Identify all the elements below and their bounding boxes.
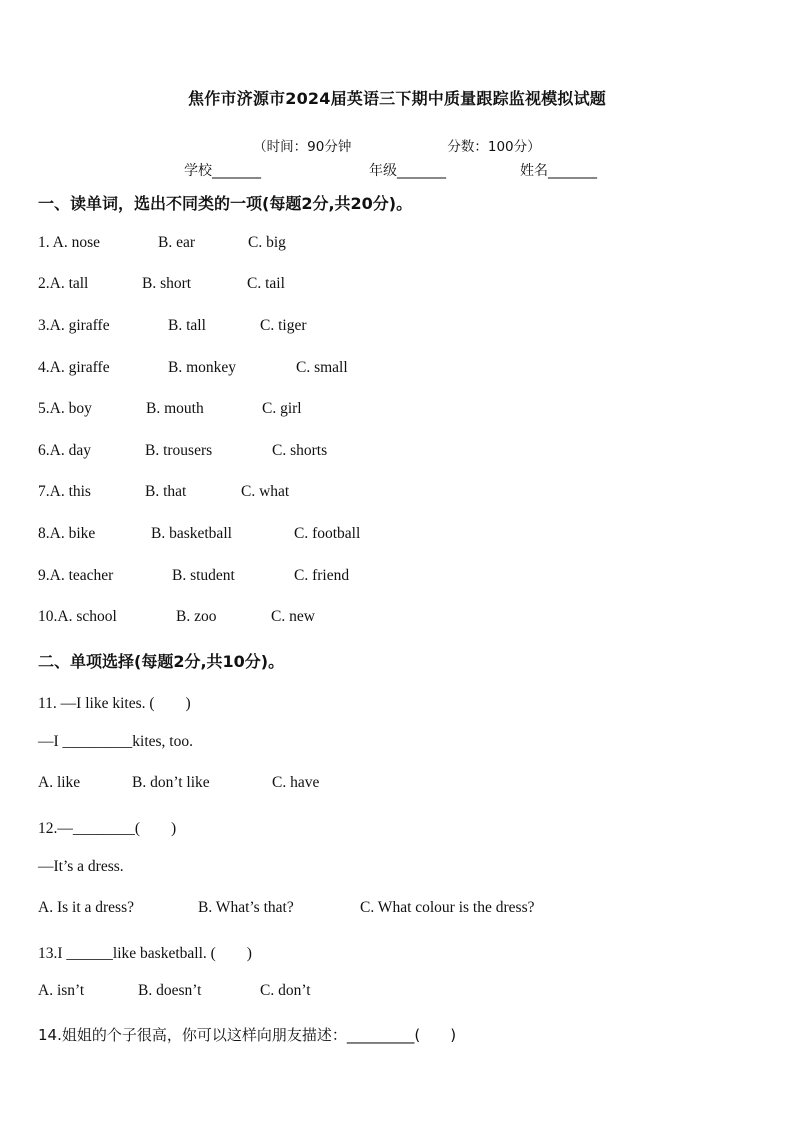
option-c: C. What colour is the dress? <box>360 899 535 916</box>
total-score: 分数：100分） <box>447 139 541 155</box>
question-text: 12.—________( ) <box>38 820 177 837</box>
question-text: 13.I ______like basketball. ( ) <box>38 945 252 962</box>
question-option-a: 6.A. day <box>38 442 91 459</box>
question-option-a: 3.A. giraffe <box>38 317 110 334</box>
question-option-b: B. that <box>145 483 187 500</box>
question-12-stem <box>38 816 176 838</box>
time-limit: （时间：90分钟 <box>253 139 352 155</box>
question-text: 14.姐姐的个子很高，你可以这样向朋友描述：_________( ) <box>38 1026 457 1044</box>
question-option-c: C. tiger <box>260 317 307 334</box>
question-option-c: C. football <box>294 525 361 542</box>
dialogue-line: —I _________kites, too. <box>38 733 193 750</box>
question-row <box>38 234 286 252</box>
question-text: 11. —I like kites. ( ) <box>38 695 191 712</box>
question-option-a: 1. A. nose <box>38 234 100 251</box>
question-option-a: 5.A. boy <box>38 400 92 417</box>
question-option-c: C. big <box>248 234 286 251</box>
question-row <box>38 608 315 626</box>
name-field: 姓名_______ <box>520 163 597 179</box>
exam-title: 焦作市济源市2024届英语三下期中质量跟踪监视模拟试题 <box>188 89 606 108</box>
question-12-options <box>38 899 535 917</box>
question-option-a: 10.A. school <box>38 608 117 625</box>
option-a: A. isn’t <box>38 982 85 999</box>
option-c: C. don’t <box>260 982 311 999</box>
question-11-stem <box>38 691 191 713</box>
option-b: B. What’s that? <box>198 899 294 916</box>
question-option-b: B. monkey <box>168 359 237 376</box>
question-option-c: C. small <box>296 359 348 376</box>
question-option-a: 9.A. teacher <box>38 567 114 584</box>
question-11-answer-line <box>38 733 193 751</box>
option-c: C. have <box>272 774 320 791</box>
question-row <box>38 525 361 543</box>
question-option-c: C. what <box>241 483 290 500</box>
question-row <box>38 400 302 418</box>
question-option-b: B. short <box>142 275 192 292</box>
question-option-c: C. shorts <box>272 442 328 459</box>
dialogue-line: —It’s a dress. <box>38 858 124 875</box>
question-option-a: 8.A. bike <box>38 525 96 542</box>
question-option-a: 4.A. giraffe <box>38 359 110 376</box>
question-row <box>38 275 285 293</box>
question-option-b: B. basketball <box>151 525 232 542</box>
question-13-options <box>38 982 311 1000</box>
question-option-a: 7.A. this <box>38 483 91 500</box>
section-2-heading: 二、单项选择(每题2分,共10分)。 <box>38 652 285 671</box>
question-option-b: B. tall <box>168 317 206 334</box>
question-option-b: B. mouth <box>146 400 204 417</box>
question-13-stem <box>38 941 252 963</box>
question-row <box>38 483 290 501</box>
question-option-b: B. trousers <box>145 442 213 459</box>
question-option-c: C. new <box>271 608 315 625</box>
option-a: A. Is it a dress? <box>38 899 134 916</box>
option-b: B. don’t like <box>132 774 210 791</box>
question-option-c: C. friend <box>294 567 350 584</box>
question-row <box>38 567 350 585</box>
question-12-answer-line <box>38 858 124 876</box>
section-1-heading: 一、读单词，选出不同类的一项(每题2分,共20分)。 <box>38 194 413 213</box>
option-b: B. doesn’t <box>138 982 202 999</box>
question-11-options <box>38 774 320 792</box>
question-option-b: B. zoo <box>176 608 217 625</box>
question-option-b: B. student <box>172 567 235 584</box>
question-row <box>38 359 348 377</box>
question-row <box>38 442 328 460</box>
question-option-c: C. tail <box>247 275 285 292</box>
question-option-c: C. girl <box>262 400 302 417</box>
question-option-b: B. ear <box>158 234 196 251</box>
school-field: 学校_______ <box>184 163 261 179</box>
question-row <box>38 317 307 335</box>
question-14-stem <box>38 1024 456 1045</box>
option-a: A. like <box>38 774 81 791</box>
question-option-a: 2.A. tall <box>38 275 89 292</box>
grade-field: 年级_______ <box>369 163 446 179</box>
